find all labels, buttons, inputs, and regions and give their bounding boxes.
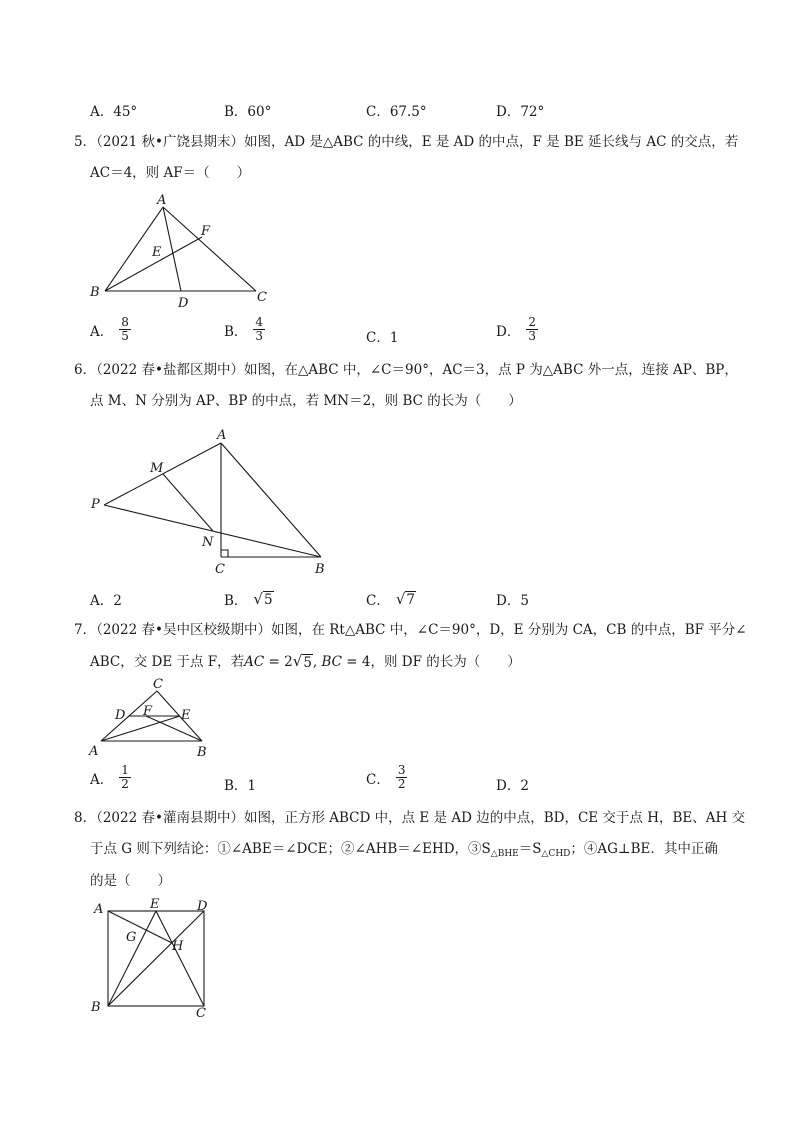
radicand: 5 — [263, 592, 273, 608]
q7-label-a: A — [89, 744, 99, 759]
denominator: 2 — [121, 777, 129, 791]
option-label: A． — [90, 771, 114, 788]
stem-text: ABC，交 DE 于点 F，若 — [90, 654, 245, 670]
numerator: 1 — [121, 763, 129, 777]
option-label: C． — [366, 771, 390, 788]
math-bc: BC — [321, 654, 343, 670]
q7-label-f: F — [143, 704, 153, 719]
q6-stem-line2: 点 M、N 分别为 AP、BP 的中点，若 MN＝2，则 BC 的长为（ ） — [90, 393, 522, 409]
q6-label-n: N — [202, 535, 214, 550]
q7-label-e: E — [181, 708, 191, 723]
option-text: A．2 — [90, 593, 122, 609]
q8-label-a: A — [94, 902, 104, 917]
option-label: B． — [224, 323, 248, 340]
option-text: D．5 — [496, 593, 529, 609]
numerator: 4 — [255, 315, 264, 329]
sqrt: √ 5 — [253, 590, 273, 608]
q8-segment-bd — [108, 911, 204, 1006]
q8-label-c: C — [196, 1006, 206, 1021]
q5-label-a: A — [157, 193, 167, 208]
denominator: 2 — [397, 777, 406, 791]
q5-label-f: F — [201, 224, 211, 239]
option-label: B． — [224, 593, 248, 609]
q8-segment-be — [108, 911, 156, 1006]
stem-text: 于点 G 则下列结论：①∠ABE＝∠DCE；②∠AHB＝∠EHD，③S — [90, 841, 491, 857]
q8-label-b: B — [91, 1000, 101, 1015]
option-text: B．60° — [224, 104, 272, 120]
stem-text: ；④AG⊥BE．其中正确 — [570, 841, 718, 857]
q5-stem-line1: 5．（2021 秋•广饶县期末）如图，AD 是△ABC 的中线，E 是 AD 的中点，F 是 BE 延长线与 AC 的交点，若 — [74, 134, 739, 150]
q8-stem-line1: 8．（2022 春•灌南县期中）如图，正方形 ABCD 中，点 E 是 AD 边的中点，BD，CE 交于点 H，BE、AH 交 — [74, 810, 746, 826]
q7-label-d: D — [115, 708, 126, 723]
q5-label-c: C — [257, 290, 267, 305]
denominator: 3 — [528, 329, 536, 343]
option-text: D．2 — [496, 778, 529, 794]
denominator: 5 — [121, 329, 129, 343]
q8-stem-line3: 的是（ ） — [90, 873, 171, 889]
q5-stem-line2: AC＝4，则 AF＝（ ） — [90, 165, 251, 181]
math-eq: = 4 — [342, 654, 371, 670]
stem-text: ，则 DF 的长为（ ） — [370, 654, 521, 670]
q6-label-c: C — [215, 562, 225, 577]
option-text: C．1 — [366, 330, 399, 346]
option-text: D．72° — [496, 104, 545, 120]
q8-label-e: E — [150, 897, 160, 912]
q5-label-e: E — [152, 245, 162, 260]
math-sep: , — [312, 654, 322, 670]
q6-label-m: M — [150, 461, 164, 476]
option-label: D． — [496, 323, 521, 340]
option-label: C． — [366, 593, 390, 609]
denominator: 3 — [255, 329, 264, 343]
numerator: 8 — [121, 315, 129, 329]
stem-text: ＝S — [518, 841, 542, 857]
q6-label-a: A — [217, 428, 227, 443]
q8-segment-ce — [156, 911, 204, 1006]
q8-label-h: H — [172, 939, 184, 954]
q6-label-b: B — [315, 562, 325, 577]
q5-label-d: D — [178, 296, 189, 311]
q7-label-b: B — [197, 745, 207, 760]
sqrt: √ 5 — [292, 652, 312, 671]
math-ac: AC — [244, 654, 265, 670]
math-eq: = 2 — [264, 654, 293, 670]
subscript: △CHD — [541, 849, 571, 859]
radicand: 5 — [303, 655, 312, 671]
numerator: 2 — [528, 315, 536, 329]
q6-stem-line1: 6．（2022 春•盐都区期中）如图，在△ABC 中，∠C＝90°，AC＝3，点 P 为△ABC 外一点，连接 AP、BP， — [74, 362, 738, 378]
subscript: △BHE — [490, 849, 519, 859]
option-text: C．67.5° — [366, 104, 427, 120]
radicand: 7 — [406, 592, 415, 608]
q5-label-b: B — [90, 285, 100, 300]
option-text: A．45° — [90, 104, 138, 120]
q7-label-c: C — [153, 677, 163, 692]
q7-stem-line1: 7．（2022 春•吴中区校级期中）如图，在 Rt△ABC 中，∠C＝90°，D，E 分别为 CA，CB 的中点，BF 平分∠ — [74, 622, 747, 638]
option-text: B．1 — [224, 778, 257, 794]
q8-label-d: D — [197, 899, 208, 914]
q8-segment-ah — [108, 911, 172, 943]
numerator: 3 — [397, 763, 406, 777]
option-label: A． — [90, 323, 114, 340]
sqrt: √ 7 — [395, 590, 415, 608]
q8-label-g: G — [126, 930, 137, 945]
q6-label-p: P — [91, 497, 100, 512]
